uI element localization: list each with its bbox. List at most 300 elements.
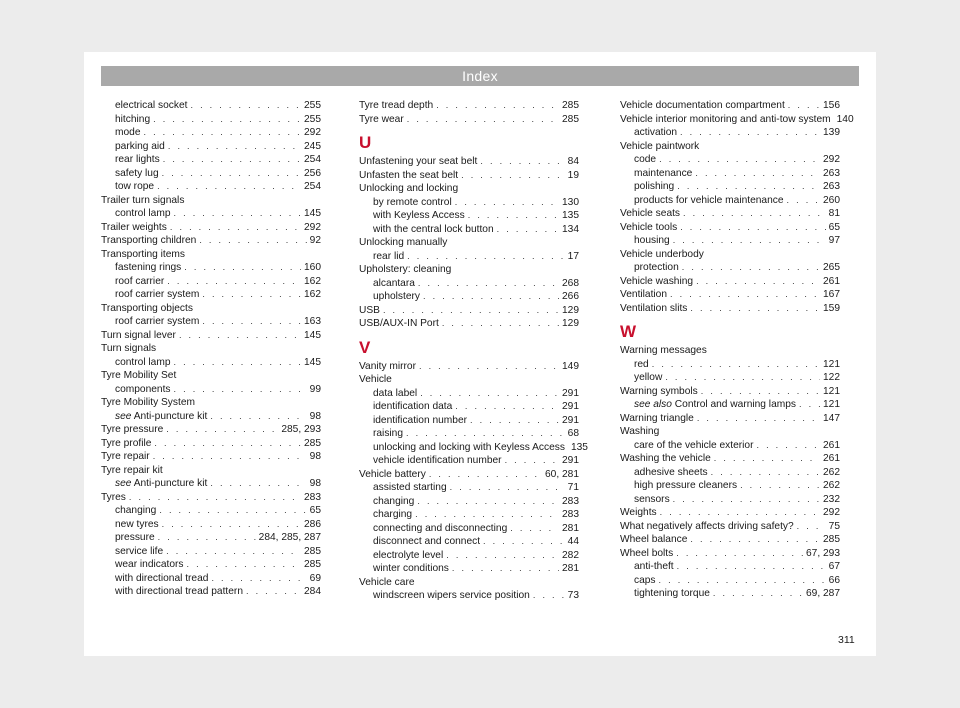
entry-label: Vehicle washing — [620, 275, 694, 287]
entry-page-ref: 67, 293 — [806, 547, 840, 559]
page-number: 311 — [838, 634, 855, 646]
index-entry — [101, 302, 321, 316]
entry-page-ref: 98 — [309, 478, 321, 489]
dot-leader — [154, 437, 301, 451]
page-title: Index — [101, 66, 859, 86]
entry-label: Unlocking manually — [359, 237, 448, 248]
entry-page-ref: 245 — [304, 140, 321, 152]
index-subentry — [101, 180, 321, 194]
entry-label: caps — [634, 574, 656, 586]
entry-label: connecting and disconnecting — [373, 522, 508, 534]
index-entry — [620, 412, 840, 426]
entry-label: Vehicle paintwork — [620, 140, 700, 152]
index-subentry — [359, 549, 579, 563]
index-entry — [101, 248, 321, 262]
dot-leader — [659, 574, 826, 588]
index-subentry — [359, 400, 579, 414]
entry-page-ref: 282 — [562, 549, 579, 561]
dot-leader — [419, 360, 559, 374]
index-subentry — [101, 167, 321, 181]
dot-leader — [696, 275, 820, 289]
dot-leader — [153, 450, 307, 464]
index-subentry — [359, 196, 579, 210]
dot-leader — [210, 410, 306, 424]
entry-label: care of the vehicle exterior — [634, 439, 754, 451]
index-entry — [101, 342, 321, 356]
entry-page-ref: 130 — [562, 196, 579, 208]
entry-page-ref: 291 — [562, 401, 579, 412]
index-subentry — [620, 479, 840, 493]
entry-page-ref: 121 — [823, 399, 840, 410]
entry-label: products for vehicle maintenance — [634, 194, 784, 206]
entry-label: alcantara — [373, 277, 415, 289]
entry-page-ref: 291 — [562, 414, 579, 426]
dot-leader — [407, 250, 565, 264]
dot-leader — [162, 518, 301, 532]
index-subentry — [620, 439, 840, 453]
index-entry — [101, 491, 321, 505]
entry-page-ref: 291 — [562, 387, 579, 399]
dot-leader — [442, 317, 559, 331]
dot-leader — [170, 221, 301, 235]
entry-label: Tyre tread depth — [359, 100, 434, 111]
index-subentry — [620, 398, 840, 412]
entry-label: service life — [115, 545, 164, 557]
dot-leader — [660, 506, 820, 520]
index-entry — [620, 221, 840, 235]
index-subentry — [101, 275, 321, 289]
entry-page-ref: 84 — [567, 156, 579, 167]
index-subentry — [101, 153, 321, 167]
dot-leader — [158, 531, 256, 545]
entry-page-ref: 284 — [304, 586, 321, 597]
index-subentry — [620, 167, 840, 181]
index-entry — [359, 236, 579, 250]
dot-leader — [187, 558, 301, 572]
index-subentry — [101, 113, 321, 127]
entry-page-ref: 285 — [304, 437, 321, 449]
index-entry — [359, 155, 579, 169]
entry-label: changing — [115, 505, 157, 516]
entry-page-ref: 67 — [828, 561, 840, 572]
index-subentry — [101, 410, 321, 424]
dot-leader — [407, 113, 559, 127]
index-column-2 — [359, 99, 588, 603]
index-subentry — [620, 574, 840, 588]
entry-page-ref: 292 — [823, 154, 840, 165]
index-subentry — [359, 209, 579, 223]
entry-page-ref: 156 — [823, 100, 840, 111]
dot-leader — [483, 535, 565, 549]
dot-leader — [450, 481, 565, 495]
dot-leader — [168, 140, 301, 154]
entry-label: tightening torque — [634, 588, 710, 599]
index-subentry — [620, 194, 840, 208]
dot-leader — [210, 477, 306, 491]
index-subentry — [359, 441, 588, 455]
entry-page-ref: 285, 293 — [281, 424, 321, 435]
index-subentry — [101, 356, 321, 370]
index-subentry — [101, 126, 321, 140]
entry-page-ref: 292 — [823, 507, 840, 518]
entry-label: data label — [373, 387, 418, 399]
entry-page-ref: 285 — [562, 113, 579, 125]
entry-label: Ventilation — [620, 289, 668, 300]
entry-label: Warning messages — [620, 345, 707, 356]
dot-leader — [677, 180, 820, 194]
dot-leader — [676, 547, 803, 561]
index-entry — [620, 425, 840, 439]
dot-leader — [714, 452, 820, 466]
entry-label: protection — [634, 262, 679, 273]
dot-leader — [452, 562, 559, 576]
entry-label: USB — [359, 304, 380, 316]
index-subentry — [620, 126, 840, 140]
index-entry — [101, 329, 321, 343]
dot-leader — [167, 275, 301, 289]
index-entry — [101, 464, 321, 478]
entry-page-ref: 145 — [304, 356, 321, 368]
index-entry — [620, 385, 840, 399]
index-subentry — [620, 358, 840, 372]
dot-leader — [429, 468, 542, 482]
entry-label: code — [634, 154, 657, 165]
see-reference: see also — [634, 399, 672, 410]
entry-label: with directional tread pattern — [115, 586, 243, 597]
dot-leader — [174, 383, 307, 397]
entry-page-ref: 232 — [823, 493, 840, 505]
entry-page-ref: 265 — [823, 262, 840, 273]
index-subentry — [359, 427, 579, 441]
entry-page-ref: 149 — [562, 360, 579, 372]
dot-leader — [652, 358, 820, 372]
entry-page-ref: 60, 281 — [545, 468, 579, 480]
entry-page-ref: 75 — [828, 520, 840, 532]
entry-label: windscreen wipers service position — [373, 590, 530, 601]
index-entry — [620, 344, 840, 358]
entry-label: housing — [634, 235, 670, 246]
entry-label: upholstery — [373, 291, 421, 302]
index-entry — [359, 317, 579, 331]
entry-page-ref: 97 — [828, 235, 840, 246]
entry-label: What negatively affects driving safety? — [620, 520, 794, 532]
entry-page-ref: 44 — [567, 536, 579, 547]
entry-page-ref: 160 — [304, 262, 321, 273]
index-entry — [359, 373, 579, 387]
dot-leader — [202, 288, 301, 302]
index-subentry — [101, 207, 321, 221]
entry-label: Tyre wear — [359, 113, 404, 125]
entry-page-ref: 121 — [823, 385, 840, 397]
index-entry — [620, 207, 840, 221]
entry-label: Wheel bolts — [620, 547, 674, 559]
index-entry — [620, 113, 854, 127]
dot-leader — [406, 427, 565, 441]
entry-page-ref: 147 — [823, 412, 840, 424]
index-entry — [359, 169, 579, 183]
dot-leader — [383, 304, 559, 318]
entry-label: with Keyless Access — [373, 210, 465, 221]
index-subentry — [359, 522, 579, 536]
entry-label: rear lid — [373, 250, 405, 262]
dot-leader — [202, 315, 301, 329]
dot-leader — [505, 454, 559, 468]
entry-page-ref: 65 — [309, 505, 321, 516]
index-entry — [359, 468, 579, 482]
entry-label: tow rope — [115, 181, 155, 192]
dot-leader — [697, 412, 820, 426]
dot-leader — [695, 167, 820, 181]
entry-page-ref: 255 — [304, 113, 321, 125]
dot-leader — [455, 400, 559, 414]
entry-label: Unlocking and locking — [359, 183, 459, 194]
dot-leader — [713, 587, 803, 601]
entry-label: by remote control — [373, 196, 452, 208]
entry-page-ref: 283 — [304, 491, 321, 503]
entry-page-ref: 121 — [823, 358, 840, 370]
entry-label: wear indicators — [115, 559, 184, 570]
index-subentry — [620, 261, 840, 275]
dot-leader — [756, 439, 820, 453]
entry-label: Vehicle battery — [359, 468, 426, 480]
index-entry — [101, 423, 321, 437]
dot-leader — [510, 522, 559, 536]
dot-leader — [418, 277, 559, 291]
entry-page-ref: 99 — [309, 383, 321, 395]
index-column-3 — [620, 99, 854, 601]
entry-page-ref: 285 — [304, 559, 321, 570]
entry-page-ref: 129 — [562, 318, 579, 329]
entry-label: Turn signals — [101, 343, 157, 354]
dot-leader — [677, 560, 826, 574]
entry-page-ref: 98 — [309, 410, 321, 422]
entry-label: disconnect and connect — [373, 536, 481, 547]
entry-label: vehicle identification number — [373, 455, 502, 466]
entry-label: Tyre Mobility System — [101, 397, 195, 408]
entry-page-ref: 162 — [304, 275, 321, 287]
entry-label: with directional tread — [115, 572, 209, 584]
index-subentry — [359, 481, 579, 495]
index-entry — [101, 194, 321, 208]
entry-label: Vehicle care — [359, 576, 415, 588]
dot-leader — [166, 545, 301, 559]
dot-leader — [690, 533, 820, 547]
dot-leader — [673, 493, 820, 507]
dot-leader — [690, 302, 820, 316]
entry-page-ref: 260 — [823, 194, 840, 206]
index-subentry — [101, 477, 321, 491]
dot-leader — [682, 261, 820, 275]
entry-label: Turn signal lever — [101, 329, 176, 341]
index-entry — [620, 288, 840, 302]
index-entry — [359, 263, 579, 277]
dot-leader — [461, 169, 565, 183]
index-entry — [101, 369, 321, 383]
index-entry — [359, 576, 579, 590]
entry-label: Vehicle interior monitoring and anti-tow system — [620, 113, 831, 125]
entry-label: Unfastening your seat belt — [359, 156, 478, 167]
entry-label: USB/AUX-IN Port — [359, 318, 439, 329]
dot-leader — [470, 414, 559, 428]
index-subentry — [620, 371, 840, 385]
entry-page-ref: 69 — [309, 572, 321, 584]
index-entry — [101, 221, 321, 235]
entry-page-ref: 159 — [823, 302, 840, 314]
entry-label: with the central lock button — [373, 223, 494, 235]
entry-page-ref: 71 — [567, 482, 579, 493]
index-entry — [101, 234, 321, 248]
entry-page-ref: 135 — [570, 441, 588, 453]
index-subentry — [359, 250, 579, 264]
dot-leader — [788, 99, 820, 113]
entry-page-ref: 291 — [562, 455, 579, 466]
entry-label — [115, 477, 207, 491]
index-subentry — [101, 261, 321, 275]
entry-page-ref: 268 — [562, 277, 579, 289]
entry-label: polishing — [634, 181, 675, 192]
dot-leader — [129, 491, 301, 505]
dot-leader — [673, 234, 826, 248]
index-entry — [359, 99, 579, 113]
entry-label: Trailer turn signals — [101, 194, 185, 206]
entry-label-text: Anti-puncture kit — [133, 410, 208, 422]
entry-label: Tyre repair — [101, 451, 150, 462]
entry-page-ref: 286 — [304, 518, 321, 530]
index-entry — [620, 99, 840, 113]
index-section-letter: U — [359, 133, 372, 152]
index-subentry — [359, 277, 579, 291]
index-subentry — [620, 234, 840, 248]
dot-leader — [199, 234, 306, 248]
index-subentry — [620, 153, 840, 167]
dot-leader — [163, 153, 301, 167]
dot-leader — [211, 572, 306, 586]
dot-leader — [446, 549, 559, 563]
dot-leader — [740, 479, 820, 493]
entry-label: adhesive sheets — [634, 466, 708, 478]
index-subentry — [101, 545, 321, 559]
entry-page-ref: 262 — [823, 480, 840, 491]
dot-leader — [480, 155, 564, 169]
index-subentry — [359, 562, 579, 576]
entry-label: raising — [373, 428, 404, 439]
dot-leader — [797, 520, 826, 534]
entry-page-ref: 145 — [304, 208, 321, 219]
index-subentry — [359, 387, 579, 401]
entry-label: Tyre pressure — [101, 424, 164, 435]
index-subentry — [359, 414, 579, 428]
index-entry — [620, 520, 840, 534]
dot-leader — [417, 495, 559, 509]
dot-leader — [159, 504, 306, 518]
dot-leader — [184, 261, 301, 275]
entry-label: Transporting objects — [101, 302, 193, 314]
entry-page-ref: 98 — [309, 451, 321, 462]
entry-label: Upholstery: cleaning — [359, 264, 452, 275]
dot-leader — [415, 508, 559, 522]
index-section-letter: V — [359, 337, 371, 357]
entry-label: mode — [115, 127, 141, 138]
entry-label: Unfasten the seat belt — [359, 169, 459, 181]
entry-label: Tyre Mobility Set — [101, 370, 177, 381]
entry-page-ref: 254 — [304, 154, 321, 165]
entry-label: control lamp — [115, 356, 171, 368]
dot-leader — [420, 387, 559, 401]
entry-page-ref: 266 — [562, 291, 579, 302]
entry-label: identification number — [373, 414, 468, 426]
entry-label: Warning symbols — [620, 385, 698, 397]
dot-leader — [455, 196, 559, 210]
index-entry — [101, 437, 321, 451]
index-subentry — [101, 383, 321, 397]
entry-page-ref: 283 — [562, 495, 579, 507]
entry-label: Vehicle — [359, 374, 392, 385]
entry-page-ref: 261 — [823, 453, 840, 464]
entry-label: roof carrier system — [115, 289, 200, 300]
entry-label: Washing the vehicle — [620, 453, 711, 464]
entry-page-ref: 263 — [823, 181, 840, 192]
index-subentry — [620, 560, 840, 574]
dot-leader — [680, 126, 820, 140]
entry-label: components — [115, 383, 171, 395]
entry-label: Vehicle documentation compartment — [620, 100, 785, 111]
index-entry — [620, 452, 840, 466]
index-subentry — [101, 558, 321, 572]
dot-leader — [659, 153, 820, 167]
entry-label: fastening rings — [115, 262, 182, 273]
entry-label-text: Control and warning lamps — [674, 399, 796, 410]
index-entry — [101, 450, 321, 464]
index-subentry — [101, 288, 321, 302]
entry-label: new tyres — [115, 518, 159, 530]
index-subentry — [101, 315, 321, 329]
index-entry — [359, 304, 579, 318]
index-subentry — [620, 587, 840, 601]
entry-page-ref: 263 — [823, 167, 840, 179]
index-subentry — [620, 493, 840, 507]
dot-leader — [179, 329, 301, 343]
entry-page-ref: 285 — [823, 534, 840, 545]
entry-page-ref: 135 — [562, 210, 579, 221]
entry-page-ref: 281 — [562, 563, 579, 574]
entry-page-ref: 163 — [304, 316, 321, 327]
index-entry — [620, 248, 840, 262]
entry-label — [115, 410, 207, 424]
entry-label: electrical socket — [115, 100, 188, 111]
dot-leader — [166, 423, 278, 437]
entry-label: unlocking and locking with Keyless Access — [373, 441, 565, 453]
entry-page-ref: 256 — [304, 167, 321, 179]
index-subentry — [101, 585, 321, 599]
entry-label: anti-theft — [634, 561, 674, 572]
entry-page-ref: 69, 287 — [806, 588, 840, 599]
entry-label: assisted starting — [373, 482, 447, 493]
entry-page-ref: 73 — [567, 590, 579, 601]
entry-label: parking aid — [115, 140, 165, 152]
entry-page-ref: 162 — [304, 289, 321, 300]
index-entry — [620, 506, 840, 520]
entry-page-ref: 284, 285, 287 — [258, 532, 321, 543]
dot-leader — [157, 180, 301, 194]
entry-page-ref: 19 — [567, 169, 579, 181]
index-subentry — [359, 495, 579, 509]
entry-label: Vanity mirror — [359, 360, 416, 372]
dot-leader — [246, 585, 301, 599]
entry-label: hitching — [115, 113, 151, 125]
entry-label: Transporting items — [101, 248, 185, 260]
entry-label: maintenance — [634, 167, 693, 179]
dot-leader — [497, 223, 559, 237]
